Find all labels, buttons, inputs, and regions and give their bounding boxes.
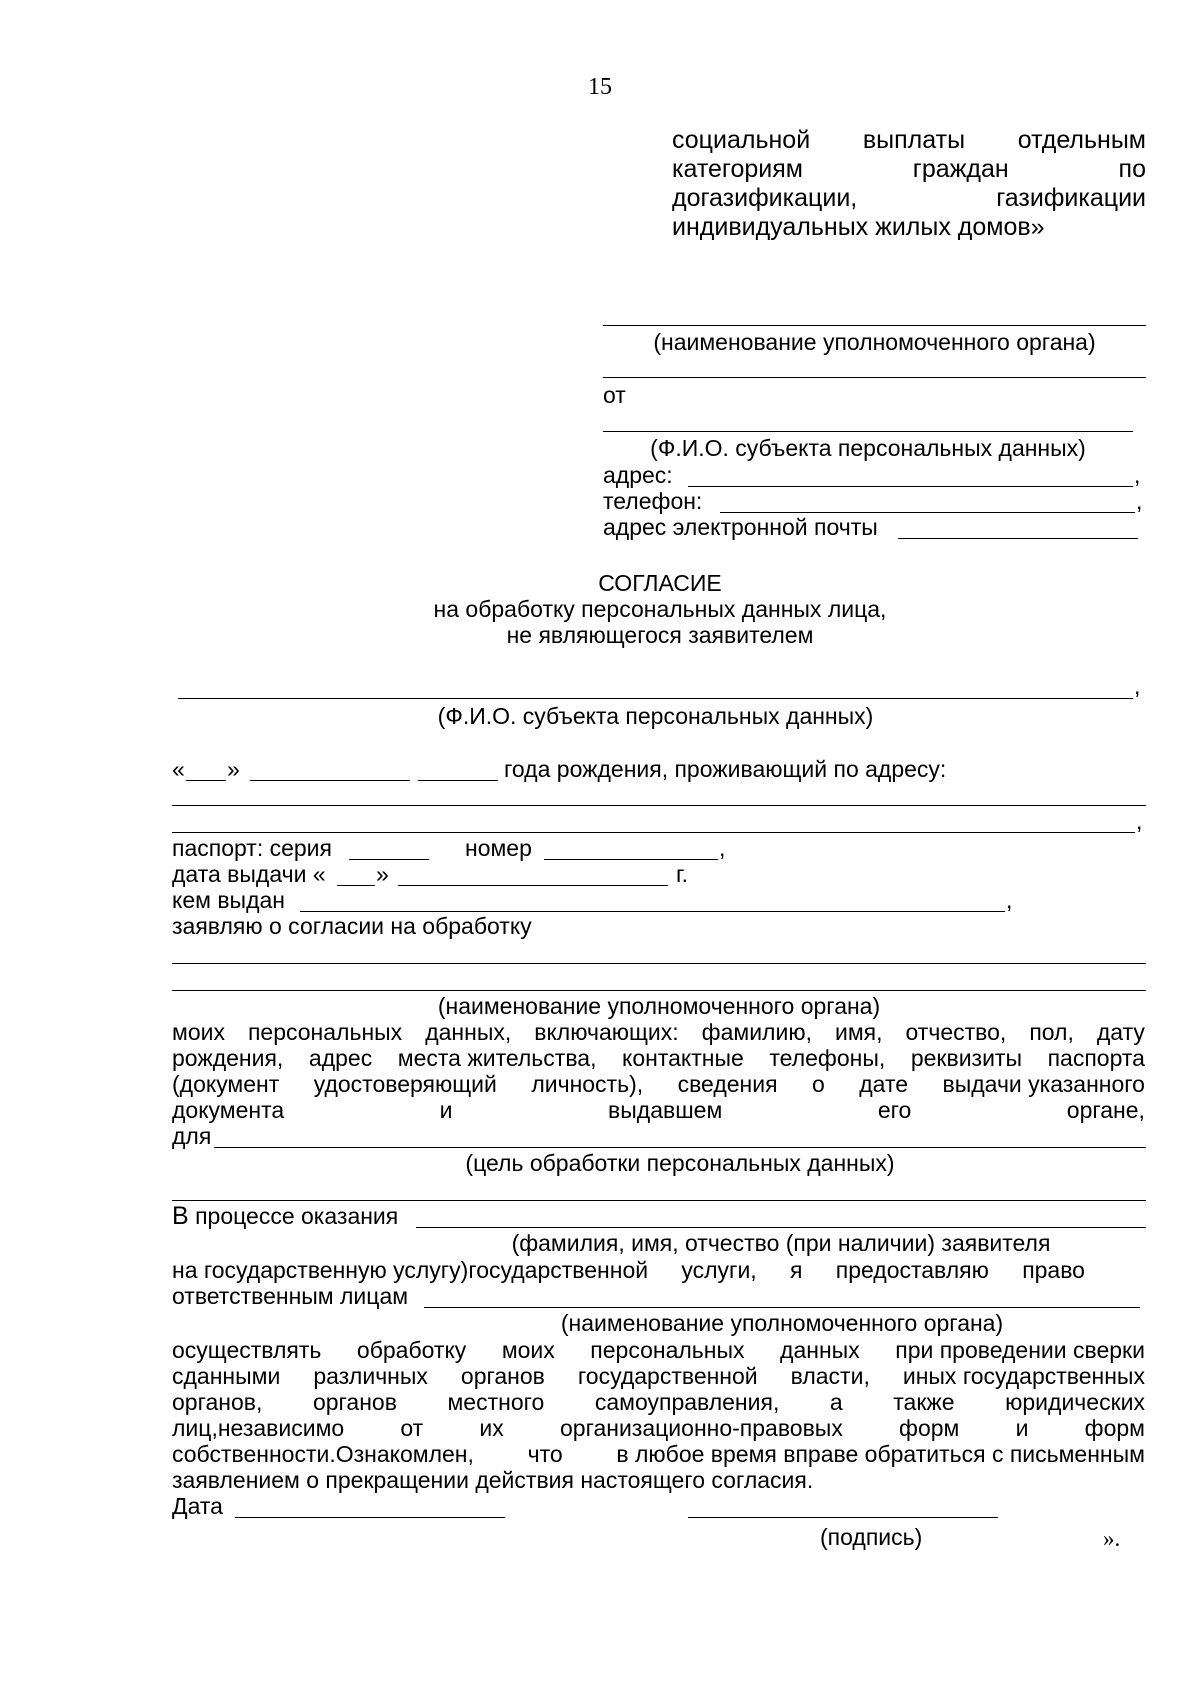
issued-by-label: кем выдан — [172, 887, 285, 913]
heading-line: категориям граждан по — [672, 155, 1146, 183]
authority-caption-2: (наименование уполномоченного органа) — [437, 993, 881, 1019]
purpose-blank[interactable] — [214, 1147, 1146, 1148]
final-line: осуществлять обработку моих персональных данных при проведении сверки — [172, 1337, 1145, 1363]
issue-month-year-blank[interactable] — [398, 885, 668, 886]
date-label: Дата — [172, 1493, 223, 1519]
service-line: на государственную услугу)государственной услуги, я предоставляю право — [172, 1257, 1085, 1283]
birth-year-blank[interactable] — [418, 780, 498, 781]
email-label: адрес электронной почты — [603, 514, 878, 540]
body-line: документа и выдавшем его органе, — [172, 1097, 1145, 1123]
title-line-2: на обработку персональных данных лица, — [433, 596, 887, 622]
phone-blank[interactable] — [720, 512, 1135, 513]
signature-caption: (подпись) — [820, 1524, 923, 1550]
passport-series-blank[interactable] — [349, 859, 429, 860]
process-label: В процессе оказания — [172, 1202, 399, 1230]
body-line: моих персональных данных, включающих: фамилию, имя, отчество, пол, дату — [172, 1019, 1145, 1045]
purpose-caption: (цель обработки персональных данных) — [465, 1150, 895, 1176]
title-line-3: не являющегося заявителем — [506, 622, 814, 648]
subject-caption: (Ф.И.О. субъекта персональных данных) — [650, 435, 1086, 461]
passport-number-label: номер — [465, 835, 532, 861]
final-line: лиц,независимо от их организационно-правовых форм и форм — [172, 1415, 1145, 1441]
phone-comma: , — [1136, 488, 1143, 514]
heading-line: индивидуальных жилых домов» — [672, 213, 1045, 241]
heading-line: социальной выплаты отдельным — [672, 126, 1146, 154]
address-line-1[interactable] — [172, 805, 1146, 806]
birth-day-blank[interactable] — [186, 780, 226, 781]
passport-comma: , — [719, 835, 726, 861]
from-label: от — [603, 382, 626, 408]
authority-blank-4[interactable] — [172, 990, 1146, 991]
responsible-blank[interactable] — [424, 1307, 1140, 1308]
signature-blank[interactable] — [688, 1517, 998, 1518]
date-blank[interactable] — [235, 1517, 505, 1518]
body-line: рождения, адрес места жительства, контактные телефоны, реквизиты паспорта — [172, 1045, 1145, 1071]
year-suffix: г. — [676, 861, 688, 887]
authority-caption-3: (наименование уполномоченного органа) — [560, 1310, 1004, 1336]
final-line: собственности.Ознакомлен, что в любое время вправе обратиться с письменным — [172, 1441, 1145, 1467]
issued-by-blank[interactable] — [300, 911, 1005, 912]
authority-blank-3[interactable] — [172, 963, 1146, 964]
final-line: сданными различных органов государственной власти, иных государственных — [172, 1363, 1145, 1389]
heading-line: догазификации, газификации — [672, 184, 1146, 212]
birth-text: года рождения, проживающий по адресу: — [504, 756, 947, 782]
birth-day-close: » — [227, 756, 240, 782]
birth-month-blank[interactable] — [250, 780, 410, 781]
consent-line: заявляю о согласии на обработку — [172, 913, 532, 939]
phone-label: телефон: — [603, 488, 703, 514]
final-line-last: заявлением о прекращении действия настоящего согласия. — [172, 1467, 814, 1493]
body-line: (документ удостоверяющий личность), сведения о дате выдачи указанного — [172, 1071, 1145, 1097]
purpose-blank-2[interactable] — [172, 1200, 1146, 1201]
issue-day-blank[interactable] — [337, 885, 375, 886]
address-blank[interactable] — [688, 486, 1133, 487]
passport-series-label: паспорт: серия — [172, 835, 332, 861]
authority-blank-line[interactable] — [603, 325, 1146, 326]
issue-date-label: дата выдачи « — [172, 861, 326, 887]
email-blank[interactable] — [898, 538, 1138, 539]
closing-mark: ». — [1103, 1526, 1121, 1551]
authority-blank-line-2[interactable] — [603, 377, 1146, 378]
birth-day-open: « — [172, 756, 185, 782]
for-label: для — [172, 1123, 212, 1149]
responsible-label: ответственным лицам — [172, 1283, 409, 1309]
subject-comma: , — [1134, 673, 1141, 699]
title-main: СОГЛАСИЕ — [598, 570, 722, 596]
issue-date-close: » — [376, 861, 389, 887]
subject-fullname-blank[interactable] — [178, 698, 1133, 699]
authority-caption: (наименование уполномоченного органа) — [653, 329, 1096, 355]
final-line: органов, органов местного самоуправления, а также юридических — [172, 1389, 1145, 1415]
applicant-blank[interactable] — [416, 1227, 1146, 1228]
address-comma: , — [1134, 462, 1141, 488]
address-line-comma: , — [1136, 808, 1143, 834]
heading-block — [672, 126, 1146, 242]
subject-name-blank[interactable] — [603, 431, 1133, 432]
applicant-caption: (фамилия, имя, отчество (при наличии) заявителя — [511, 1230, 1051, 1256]
address-line-2[interactable] — [172, 832, 1135, 833]
page-number: 15 — [588, 74, 612, 100]
address-label: адрес: — [603, 462, 673, 488]
passport-number-blank[interactable] — [544, 859, 718, 860]
issued-by-comma: , — [1006, 887, 1013, 913]
subject-fullname-caption: (Ф.И.О. субъекта персональных данных) — [437, 703, 874, 729]
